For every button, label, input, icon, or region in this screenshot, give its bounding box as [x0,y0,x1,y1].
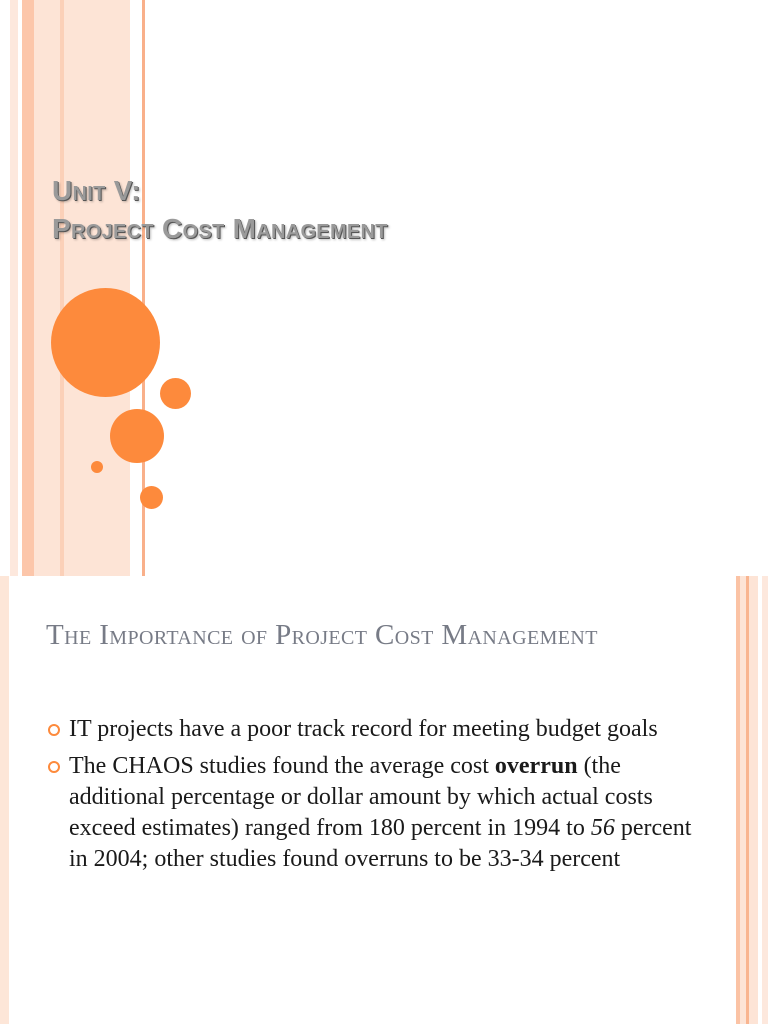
large-circle-decoration [51,288,160,397]
list-item [46,751,706,875]
hollow-circle-bullet-icon [48,761,60,773]
stripe-left-main [22,0,34,576]
medium-circle-decoration [110,409,164,463]
stripe-right-line-2 [746,576,749,1024]
bullet-text-part-2: (the additional percentage or dollar amount by which actual costs exceed estimates) ranged from 180 percent in 1994 to [69,753,653,841]
stripe-right-pale [130,0,142,576]
stripe-right-edge [762,576,768,1024]
stripe-right-pale [740,576,758,1024]
bullet-text-part-3: percent in 2004; other studies found overruns to be 33-34 percent [69,815,692,872]
hollow-circle-bullet-icon [48,724,60,736]
title-line-1: Unit V: [52,175,141,206]
content-slide [0,576,768,1024]
title-line-2: Project Cost Management [52,213,388,244]
slide-title [52,172,388,248]
bold-term: overrun [494,753,578,779]
small-circle-decoration [160,378,191,409]
bullet-text: IT projects have a poor track record for meeting budget goals [69,716,658,742]
stripe-mid [60,0,64,576]
stripe-left-band [0,576,9,1024]
stripe-left-pale [10,0,18,576]
dot-circle-decoration [140,486,163,509]
list-item [46,714,706,745]
italic-number: 56 [590,815,615,841]
slide-title: The Importance of Project Cost Management [46,619,598,651]
bullet-text-part-1: The CHAOS studies found the average cost [69,753,495,779]
bullet-list [46,714,706,881]
tiny-circle-decoration [91,461,103,473]
